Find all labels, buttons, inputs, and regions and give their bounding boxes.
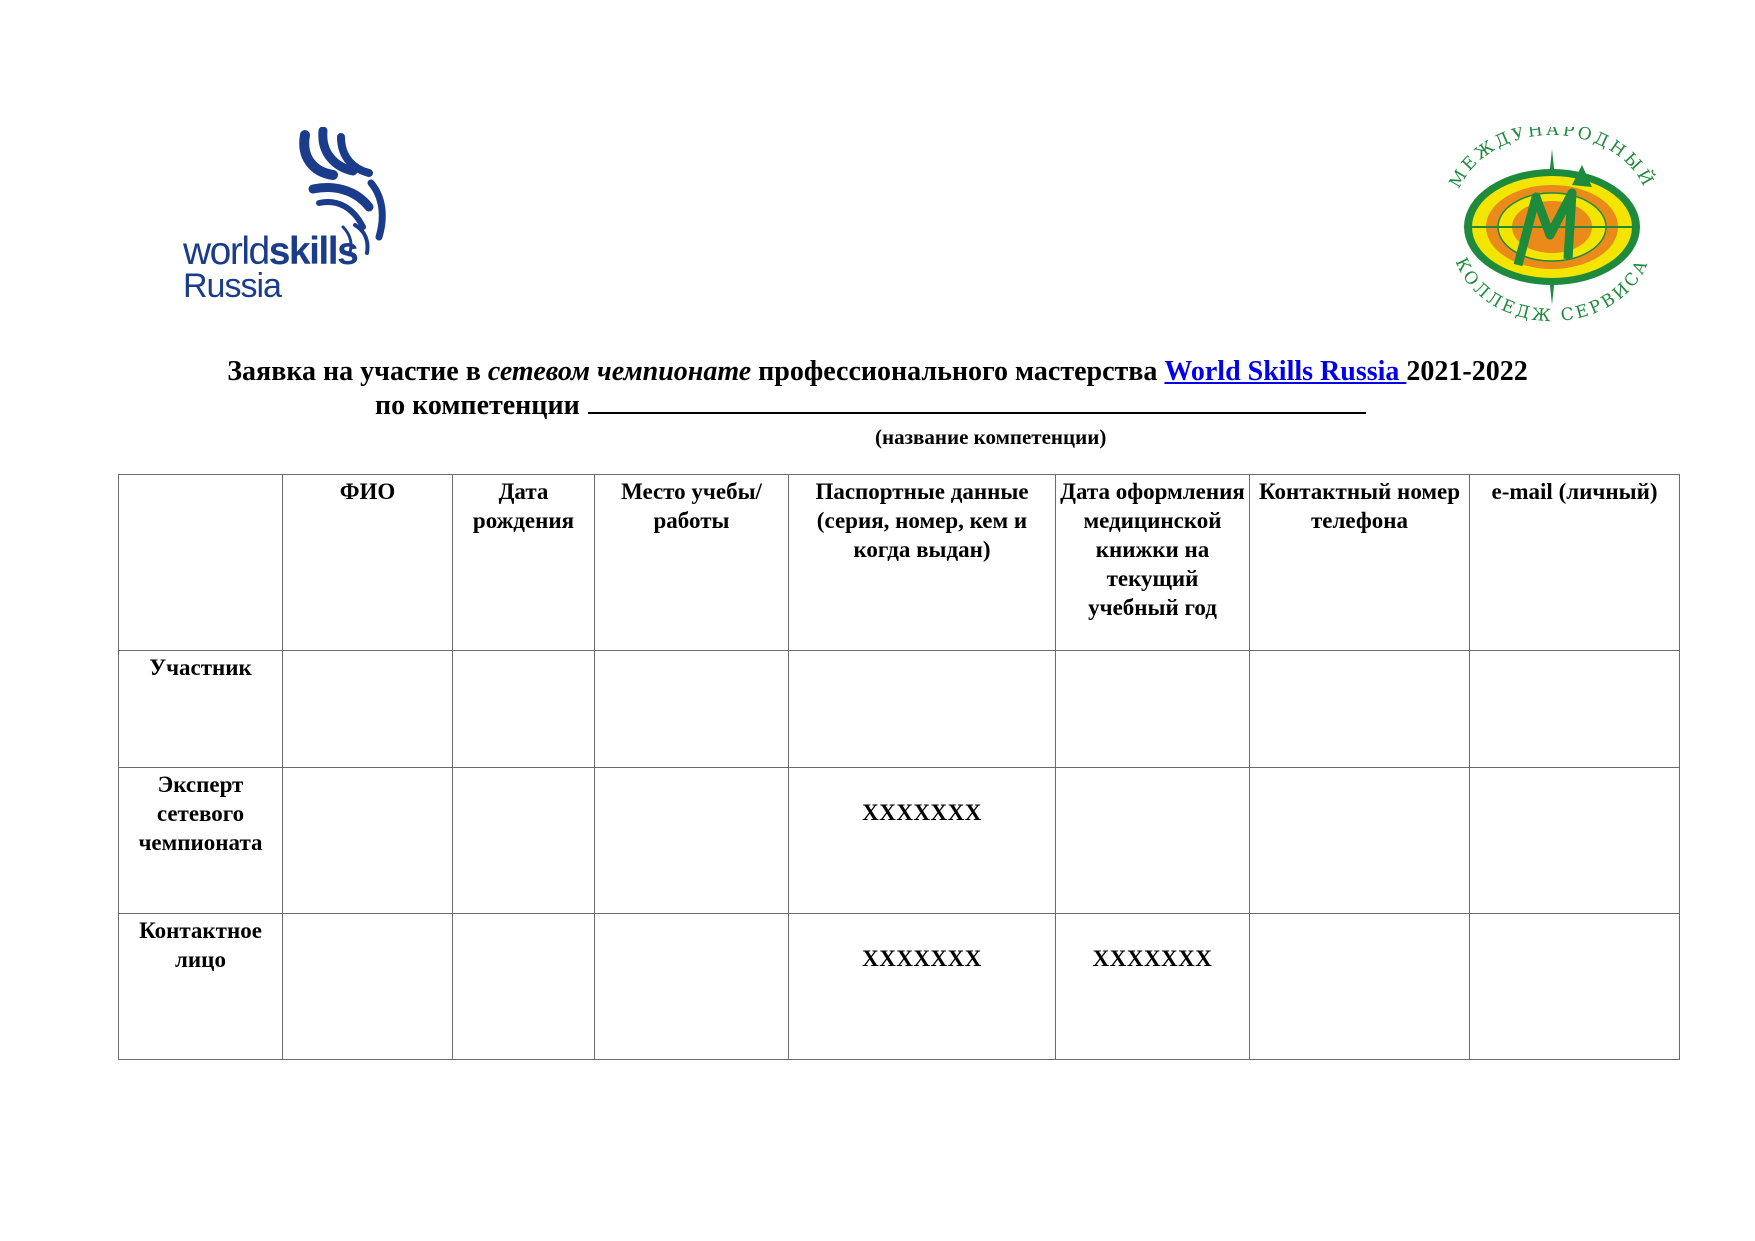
- worldskills-link[interactable]: World Skills Russia: [1164, 356, 1407, 387]
- table-cell[interactable]: [595, 651, 789, 768]
- college-arc-bottom: КОЛЛЕДЖ СЕРВИСА: [1450, 254, 1654, 327]
- table-cell[interactable]: [1250, 914, 1470, 1060]
- table-cell[interactable]: [283, 651, 453, 768]
- row-label: Контактное лицо: [119, 914, 283, 1060]
- table-cell[interactable]: [453, 914, 595, 1060]
- header-cell-empty: [119, 475, 283, 651]
- table-cell[interactable]: [1470, 768, 1680, 914]
- table-cell-blocked: XXXXXXX: [789, 768, 1056, 914]
- header-phone: Контактный номер телефона: [1250, 475, 1470, 651]
- competency-line: по компетенции: [375, 388, 1366, 423]
- title-italic: сетевом чемпионате: [487, 356, 752, 387]
- table-cell[interactable]: [1250, 768, 1470, 914]
- table-row-expert: [119, 768, 1680, 914]
- application-table: [118, 474, 1680, 1060]
- table-row-contact-person: [119, 914, 1680, 1060]
- header-fio: ФИО: [283, 475, 453, 651]
- competency-caption: (название компетенции): [875, 425, 1107, 449]
- table-row-participant: [119, 651, 1680, 768]
- table-cell-blocked: XXXXXXX: [789, 914, 1056, 1060]
- table-cell[interactable]: [1470, 914, 1680, 1060]
- worldskills-russia-logo: [163, 127, 393, 307]
- table-cell[interactable]: [283, 914, 453, 1060]
- college-arc-top: МЕЖДУНАРОДНЫЙ: [1445, 127, 1659, 192]
- table-cell[interactable]: [283, 768, 453, 914]
- table-cell-blocked: XXXXXXX: [1056, 914, 1250, 1060]
- worldskills-wordmark: worldskills: [183, 230, 358, 273]
- row-label: Эксперт сетевого чемпионата: [119, 768, 283, 914]
- header-study-work-place: Место учебы/ работы: [595, 475, 789, 651]
- table-cell[interactable]: [1250, 651, 1470, 768]
- row-label: Участник: [119, 651, 283, 768]
- table-cell[interactable]: [1056, 651, 1250, 768]
- table-cell[interactable]: [1470, 651, 1680, 768]
- college-logo: [1432, 127, 1672, 327]
- header-medical-book-date: Дата оформления медицинской книжки на текущий учебный год: [1056, 475, 1250, 651]
- table-cell[interactable]: [1056, 768, 1250, 914]
- table-cell[interactable]: [453, 768, 595, 914]
- header-email: e-mail (личный): [1470, 475, 1680, 651]
- table-cell[interactable]: [453, 651, 595, 768]
- table-cell[interactable]: [595, 914, 789, 1060]
- table-cell[interactable]: [595, 768, 789, 914]
- competency-blank-field[interactable]: [588, 388, 1366, 414]
- table-cell[interactable]: [789, 651, 1056, 768]
- header-birth-date: Дата рождения: [453, 475, 595, 651]
- form-title: Заявка на участие в сетевом чемпионате профессионального мастерства World Skills Russia 2021-2022: [227, 356, 1528, 387]
- header-passport: Паспортные данные (серия, номер, кем и когда выдан): [789, 475, 1056, 651]
- russia-wordmark: Russia: [183, 267, 281, 305]
- header-row: [119, 475, 1680, 651]
